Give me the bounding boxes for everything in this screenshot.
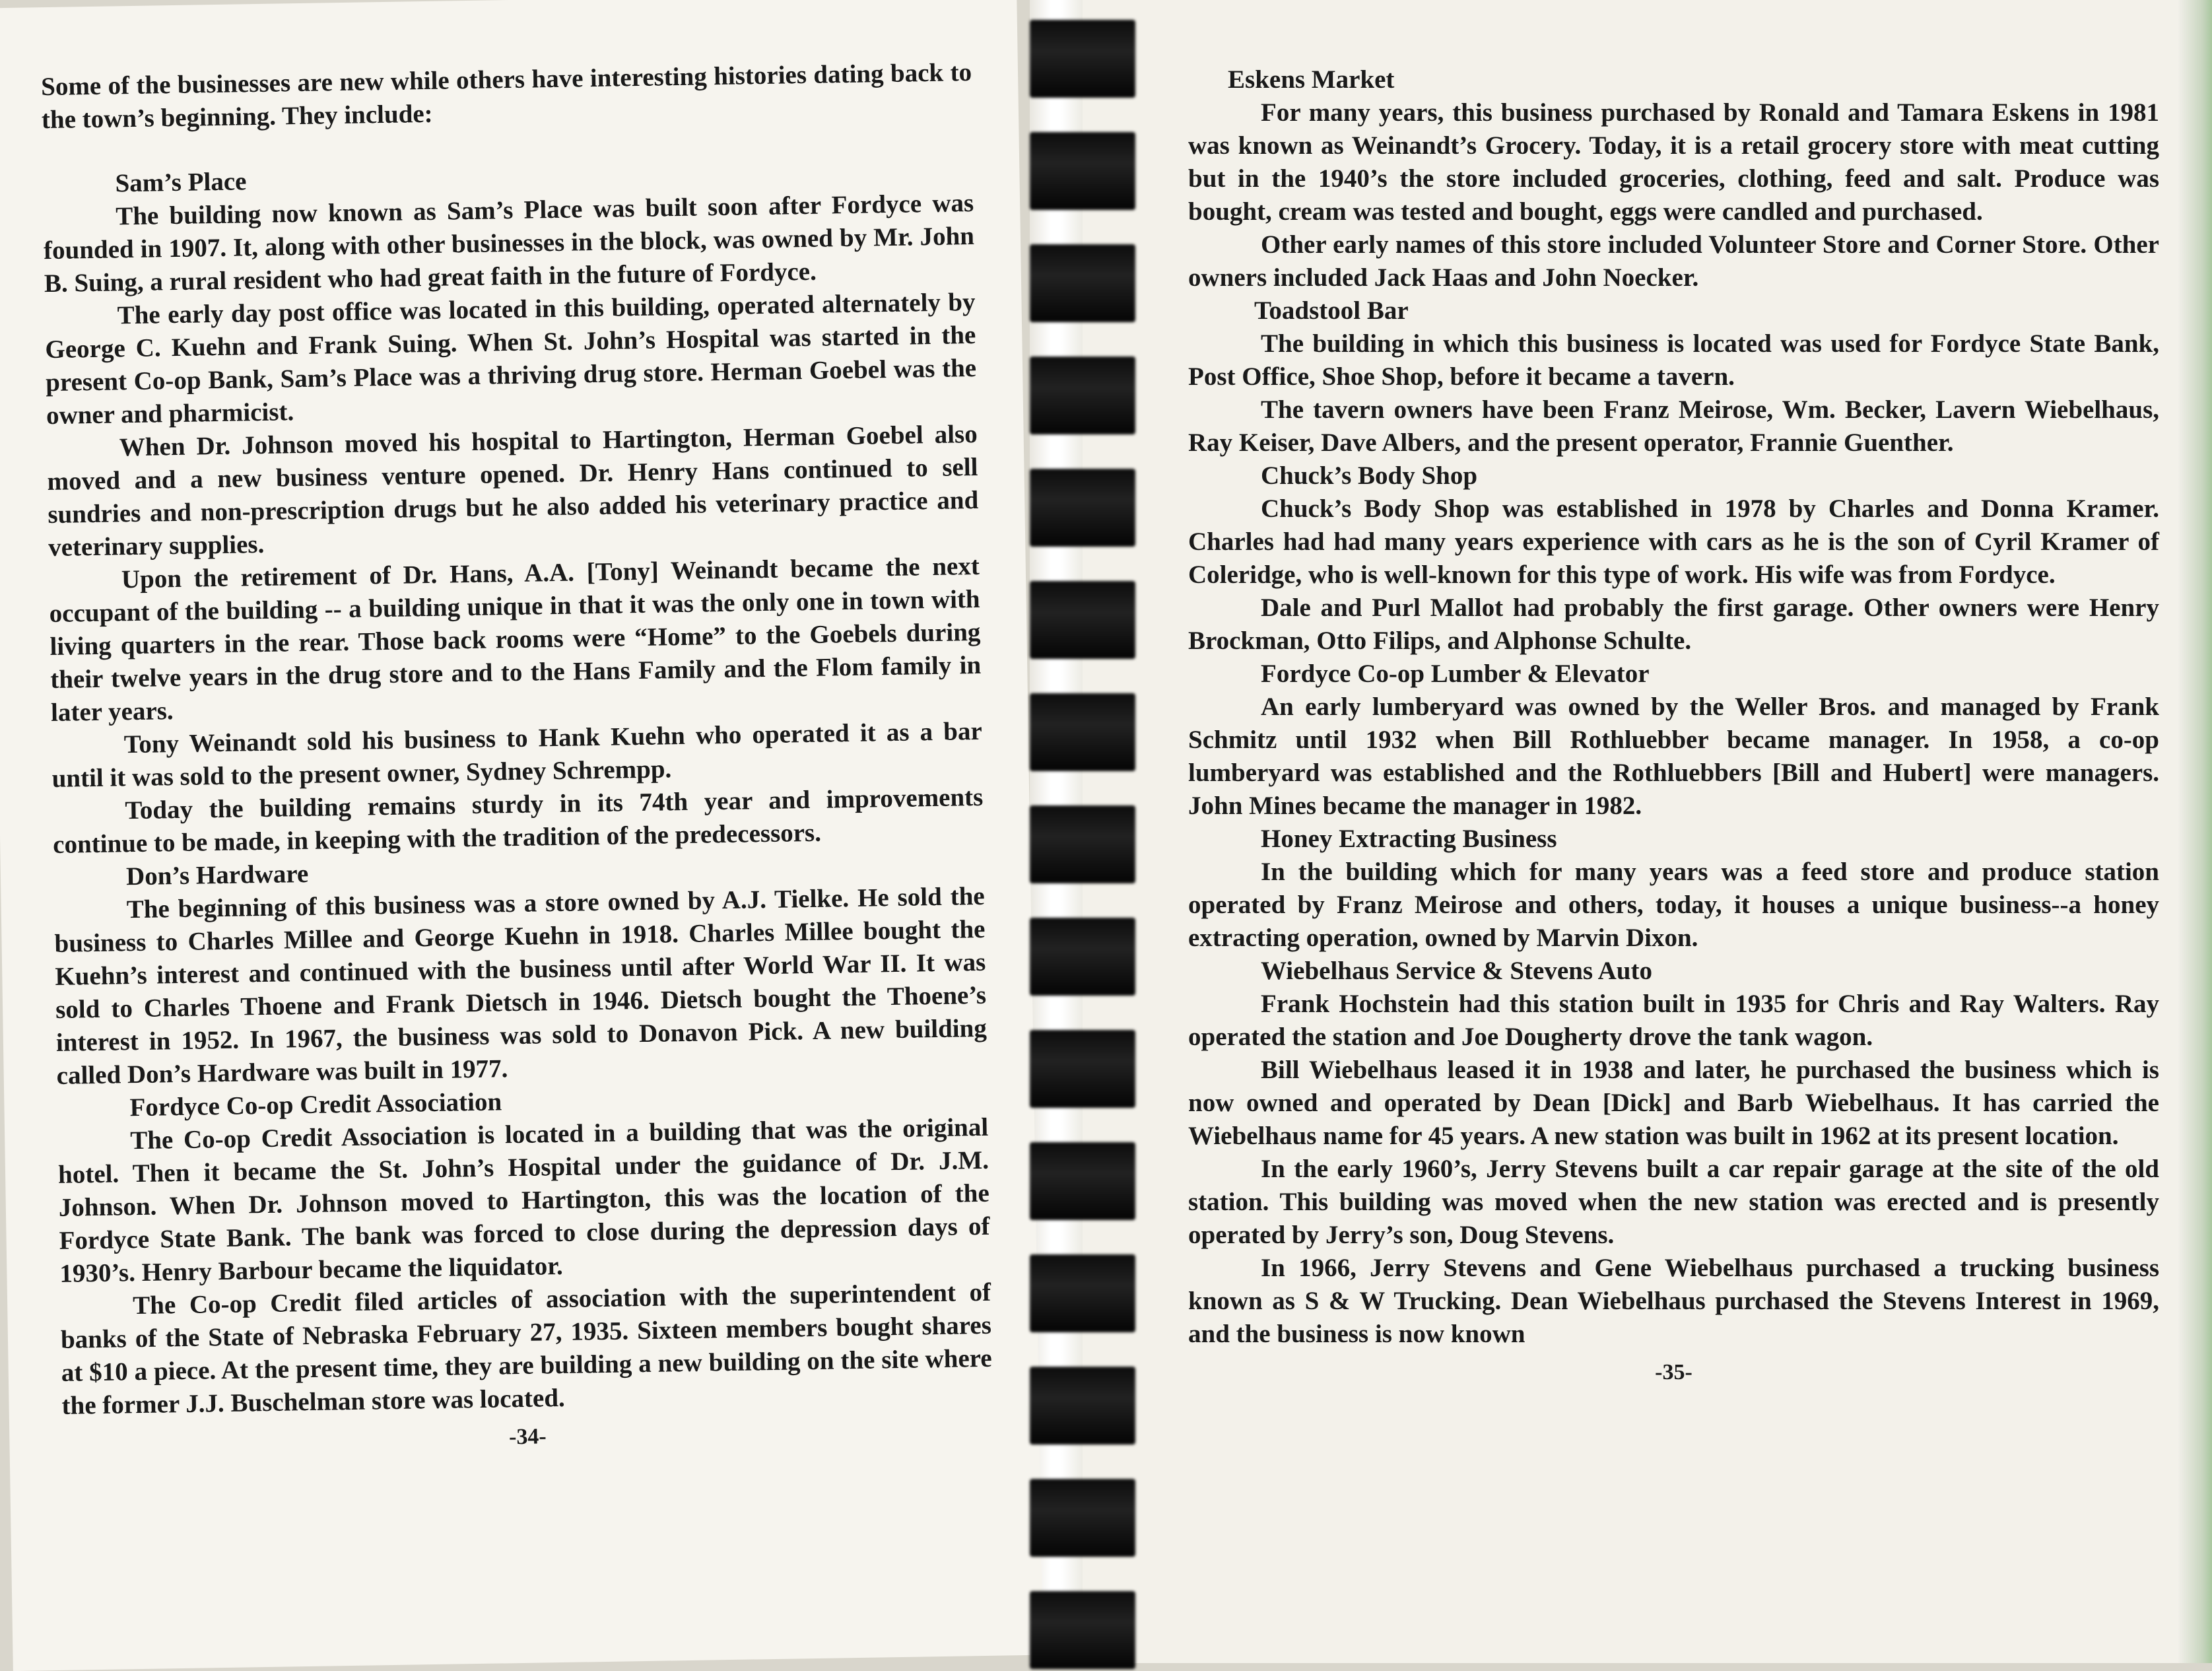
- binding-coil: [1030, 20, 1135, 98]
- section-heading-honey-extracting: Honey Extracting Business: [1261, 825, 1557, 853]
- paragraph: When Dr. Johnson moved his hospital to Hartington, Herman Goebel also moved and a new business venture opened. Dr. Henry Hans continued to sell sundries and non-prescription drugs but he also added his veterinary practice and veterinary supplies.: [47, 419, 979, 563]
- binding-coil: [1030, 1591, 1135, 1669]
- paragraph: Upon the retirement of Dr. Hans, A.A. [Tony] Weinandt became the next occupant of the building -- a building unique in that it was the only one in town with living quarters in the rear. Those back rooms were “Home” to the Goebels during their twelve years in the drug store and to the Hans Family and the Flom family in later years.: [49, 551, 982, 728]
- left-page: [0, 0, 1043, 1671]
- binding-coil: [1030, 1030, 1135, 1108]
- binding-coil: [1030, 244, 1135, 322]
- paragraph: The Co-op Credit Association is located in a building that was the original hotel. Then it became the St. John’s Hospital under the guidance of Dr. J.M. Johnson. When Dr. Johnson moved to Hartington, this was the location of the Fordyce State Bank. The bank was forced to close during the depression days of 1930’s. Henry Barbour became the liquidator.: [57, 1112, 990, 1288]
- paragraph: Tony Weinandt sold his business to Hank Kuehn who operated it as a bar until it was sold to the present owner, Sydney Schrempp.: [51, 716, 983, 794]
- section-heading-toadstool-bar: Toadstool Bar: [1254, 296, 1409, 325]
- binding-coil: [1030, 357, 1135, 434]
- paragraph: In the early 1960’s, Jerry Stevens built a car repair garage at the site of the old station. This building was moved when the new station was erected and is presently operated by Jerry’s son, Doug Stevens.: [1188, 1155, 2159, 1249]
- intro-paragraph: Some of the businesses are new while others have interesting histories dating back to the town’s beginning. They include:: [40, 57, 972, 135]
- page-number-right: -35-: [1655, 1360, 1693, 1384]
- paragraph: Chuck’s Body Shop was established in 1978 by Charles and Donna Kramer. Charles had had many years experience with cars as he is the son of Cyril Kramer of Coleridge, who is well-known for this type of work. His wife was from Fordyce.: [1188, 494, 2159, 589]
- binding-coil: [1030, 1142, 1135, 1220]
- binding-coil: [1030, 805, 1135, 883]
- section-heading-coop-lumber: Fordyce Co-op Lumber & Elevator: [1261, 660, 1650, 688]
- binding-coil: [1030, 1254, 1135, 1332]
- paragraph: Dale and Purl Mallot had probably the first garage. Other owners were Henry Brockman, Otto Filips, and Alphonse Schulte.: [1188, 594, 2159, 655]
- paragraph: The building in which this business is located was used for Fordyce State Bank, Post Office, Shoe Shop, before it became a tavern.: [1188, 329, 2159, 391]
- page-edge-shadow: [2178, 0, 2212, 1663]
- binding-coil: [1030, 918, 1135, 996]
- paragraph: In 1966, Jerry Stevens and Gene Wiebelhaus purchased a trucking business known as S & W Trucking. Dean Wiebelhaus purchased the Stevens Interest in 1969, and the business is now known: [1188, 1254, 2159, 1348]
- paragraph: In the building which for many years was a feed store and produce station operated by Franz Meirose and others, today, it houses a unique business--a honey extracting operation, owned by Marvin Dixon.: [1188, 858, 2159, 952]
- paragraph: The tavern owners have been Franz Meirose, Wm. Becker, Lavern Wiebelhaus, Ray Keiser, Dave Albers, and the present operator, Frannie Guenther.: [1188, 395, 2159, 457]
- paragraph: For many years, this business purchased by Ronald and Tamara Eskens in 1981 was known as Weinandt’s Grocery. Today, it is a retail grocery store with meat cutting but in the 1940’s the store included groceries, clothing, feed and salt. Produce was bought, cream was tested and bought, eggs were candled and purchased.: [1188, 98, 2159, 226]
- binding-coil: [1030, 693, 1135, 771]
- page-number-left: -34-: [508, 1424, 547, 1450]
- binding-coil: [1030, 581, 1135, 659]
- section-heading-wiebelhaus-service: Wiebelhaus Service & Stevens Auto: [1261, 957, 1652, 985]
- paragraph: An early lumberyard was owned by the Weller Bros. and managed by Frank Schmitz until 1932 when Bill Rothluebber became manager. In 1958, a co-op lumberyard was established and the Rothluebbers [Bill and Hubert] were managers. John Mines became the manager in 1982.: [1188, 693, 2159, 820]
- paragraph: The beginning of this business was a store owned by A.J. Tielke. He sold the business to Charles Millee and George Kuehn in 1918. Charles Millee bought the Kuehn’s interest and continued with the business until after World War II. It was sold to Charles Thoene and Frank Dietsch in 1946. Dietsch bought the Thoene’s interest in 1952. In 1967, the business was sold to Donavon Pick. A new building called Don’s Hardware was built in 1977.: [54, 881, 988, 1090]
- paragraph: The building now known as Sam’s Place was built soon after Fordyce was founded in 1907. It, along with other businesses in the block, was owned by Mr. John B. Suing, a rural resident who had great faith in the future of Fordyce.: [43, 188, 975, 298]
- paragraph: Today the building remains sturdy in its 74th year and improvements continue to be made, in keeping with the tradition of the predecessors.: [52, 782, 984, 859]
- section-heading-eskens-market: Eskens Market: [1228, 65, 1395, 94]
- binding-coil: [1030, 1479, 1135, 1557]
- section-heading-sams-place: Sam’s Place: [115, 167, 247, 198]
- paragraph: Frank Hochstein had this station built in 1935 for Chris and Ray Walters. Ray operated the station and Joe Dougherty drove the tank wagon.: [1188, 990, 2159, 1051]
- binding-coil: [1030, 1367, 1135, 1445]
- paragraph: The early day post office was located in this building, operated alternately by George C. Kuehn and Frank Suing. When St. John’s Hospital was started in the present Co-op Bank, Sam’s Place was a thriving drug store. Herman Goebel was the owner and pharmicist.: [45, 287, 977, 430]
- section-heading-credit-association: Fordyce Co-op Credit Association: [129, 1087, 502, 1122]
- paragraph: The Co-op Credit filed articles of association with the superintendent of banks of the State of Nebraska February 27, 1935. Sixteen members bought shares at $10 a piece. At the present time, they are building a new building on the site where the former J.J. Buschelman store was located.: [60, 1278, 992, 1420]
- section-heading-chucks-body-shop: Chuck’s Body Shop: [1261, 461, 1478, 490]
- binding-coil: [1030, 132, 1135, 210]
- paragraph: Other early names of this store included Volunteer Store and Corner Store. Other owners included Jack Haas and John Noecker.: [1188, 230, 2159, 292]
- right-page: [1083, 0, 2212, 1663]
- section-heading-dons-hardware: Don’s Hardware: [125, 859, 309, 891]
- paragraph: Bill Wiebelhaus leased it in 1938 and later, he purchased the business which is now owned and operated by Dean [Dick] and Barb Wiebelhaus. It has carried the Wiebelhaus name for 45 years. A new station was built in 1962 at its present location.: [1188, 1056, 2159, 1150]
- binding-coil: [1030, 469, 1135, 547]
